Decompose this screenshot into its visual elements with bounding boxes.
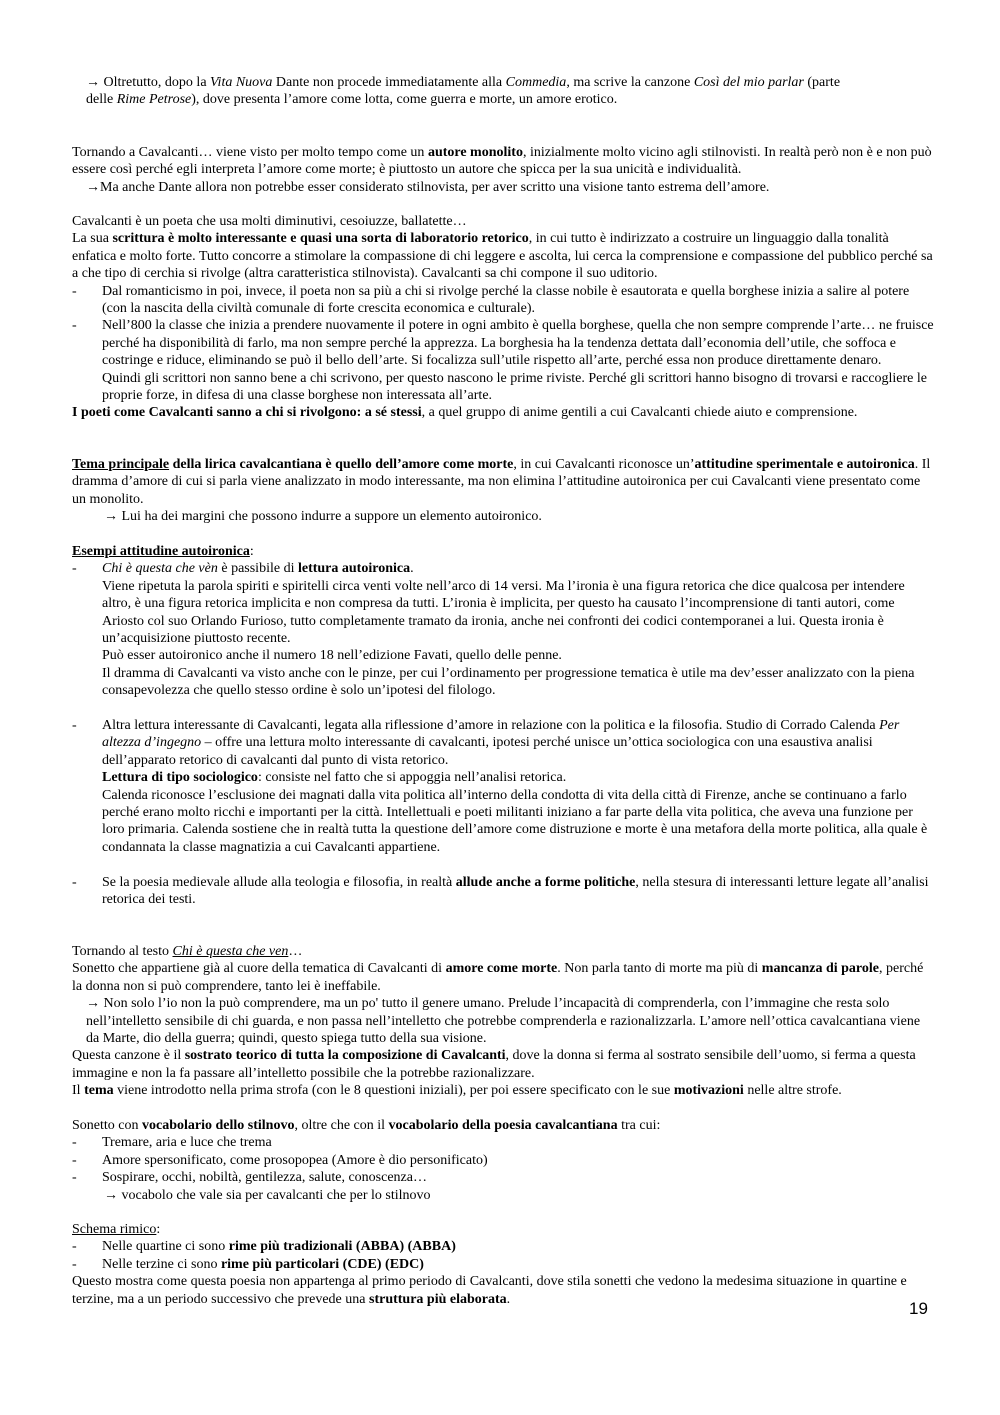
paragraph-cavalcanti-monolito: Tornando a Cavalcanti… viene visto per molto tempo come un autore monolito, inizialmente molto vicino agli stilnovisti. In realtà però non è e non può essere così perché egli interpreta l’amore come morte; è piuttosto un autore che spicca per la sua unicità e individualità. →Ma anche Dante allora non potrebbe esser considerato stilnovista, per aver scritto una visione tanto estrema dell’amore. <box>72 145 932 195</box>
arrow-icon: → <box>104 509 118 525</box>
paragraph-laboratorio-retorico: Cavalcanti è un poeta che usa molti diminutivi, cesoiuzze, ballatette… La sua scrittura è molto interessante e quasi una sorta di laboratorio retorico, in cui tutto è indirizzato a costruire un linguaggio dalla tonalità enfatica e molto forte. Tutto concorre a stimolare la compassione di chi leggere e ascolta, lui cerca la comprensione e compassione del pubblico perché sa a che tipo di cerchia si rivolge (altra caratteristica stilnovista). Cavalcanti sa chi compone il suo uditorio. - Dal romanticismo in poi, invece, il poeta non sa più a chi si rivolge perché la classe nobile è esautorata e quella borghese inizia a salire al potere (con la nascita della civiltà comunale di forte crescita economica e culturale). - Nell’800 la classe che inizia a prendere nuovamente il potere in ogni ambito è quella borghese, quella che non sempre comprende l’arte… ne fruisce perché ha disponibilità di farlo, ma non sempre perché la apprezza. La borghesia ha la tendenza dettata dall’economia dell’utile, che soffoca e costringe e riduce, eliminando se può il bello dell’arte. Si focalizza sull’utile rispetto all’arte, perché essa non produce direttamente denaro. Quindi gli scrittori non sanno bene a chi scrivono, per questo nascono le prime riviste. Perché gli scrittori hanno bisogno di trovarsi e raccogliere le proprie forze, in difesa di una classe borghese non interessata all’arte. I poeti come Cavalcanti sanno a chi si rivolgono: a sé stessi, a quel gruppo di anime gentili a cui Cavalcanti chiede aiuto e comprensione. <box>72 214 934 421</box>
section-tornando-al-testo: Tornando al testo Chi è questa che ven… Sonetto che appartiene già al cuore della tematica di Cavalcanti di amore come morte. Non parla tanto di morte ma più di mancanza di parole, perché la donna non si può comprendere, tanto lei è ineffabile. → Non solo l’io non la può comprendere, ma un po' tutto il genere umano. Prelude l’incapacità di comprenderla, con l’immagine che resta solo nell’intelletto sensibile di chi guarda, e non passa nell’intelletto che potrebbe comprenderla e razionalizzarla. L’amore nell’ottica cavalcantiana viene da Marte, dio della guerra; quindi, questo spiega tutto della sua visione. Questa canzone è il sostrato teorico di tutta la composizione di Cavalcanti, dove la donna si ferma al sostrato sensibile dell’uomo, si ferma a questa immagine e non la fa passare all’intelletto possibile che la potrebbe razionalizzare. Il tema viene introdotto nella prima strofa (con le 8 questioni iniziali), per poi essere specificato con le sue motivazioni nelle altre strofe. <box>72 944 924 1099</box>
arrow-icon: → <box>86 179 100 195</box>
section-schema-rimico: Schema rimico: - Nelle quartine ci sono rime più tradizionali (ABBA) (ABBA) - Nelle terzine ci sono rime più particolari (CDE) (EDC) Questo mostra come questa poesia non appartenga al primo periodo di Cavalcanti, dove stila sonetti che vedono la medesima situazione in quartine e terzine, ma a un periodo successivo che prevede una struttura più elaborata. <box>72 1222 907 1307</box>
arrow-icon: → <box>86 996 100 1012</box>
section-esempi: Esempi attitudine autoironica: - Chi è questa che vèn è passibile di lettura autoironica. Viene ripetuta la parola spiriti e spiritelli circa venti volte nell’arco di 14 versi. Ma l’ironia è una figura retorica che dice qualcosa per intendere altro, è una figura retorica implicita e non compresa da tutti. L’ironia è implicita, per questo ha causato l’incomprensione di tanti autori, come Ariosto col suo Orlando Furioso, tutto completamente tramato da ironia, anche nei confronti dei codici contemporanei a lui. Questa ironia è un’acquisizione piuttosto recente. Può esser autoironico anche il numero 18 nell’edizione Favati, quello delle penne. Il dramma di Cavalcanti va visto anche con le pinze, per cui l’ordinamento per progressione tematica è utile ma dev’esser analizzato con la piena consapevolezza che quello stesso ordine è solo un’ipotesi del filologo. - Altra lettura interessante di Cavalcanti, legata alla riflessione d’amore in relazione con la politica e la filosofia. Studio di Corrado Calenda Per altezza d’ingegno – offre una lettura molto interessante di cavalcanti, ipotesi perché unisce un’ottica sociologica con una esaustiva analisi dell’apparato retorico di cavalcanti dal punto di vista retorico. Lettura di tipo sociologico: consiste nel fatto che si appoggia nell’analisi retorica. Calenda riconosce l’esclusione dei magnati dalla vita politica all’interno della condotta di vita della città di Firenze, anche se continuano a farlo perché erano molto ricchi e importanti per la città. Intellettuali e poeti militanti iniziano a far parte della vita politica, che aveva una funzione per loro primaria. Calenda sostiene che in realtà tutta la questione dell’amore come distruzione e morte è una metafora della morte politica, alla quale è condannata la classe magnatizia a cui Cavalcanti appartiene. - Se la poesia medievale allude alla teologia e filosofia, in realtà allude anche a forme politiche, nella stesura di interessanti letture legate all’analisi retorica dei testi. <box>72 544 929 908</box>
intro-note: → Oltretutto, dopo la Vita Nuova Dante non procede immediatamente alla Commedia, ma scrive la canzone Così del mio parlar (parte delle Rime Petrose), dove presenta l’amore come lotta, come guerra e morte, un amore erotico. <box>86 75 841 108</box>
page-number: 19 <box>909 1299 928 1318</box>
arrow-icon: → <box>104 1187 118 1203</box>
section-vocabolario: Sonetto con vocabolario dello stilnovo, oltre che con il vocabolario della poesia cavalcantiana tra cui: - Tremare, aria e luce che trema - Amore spersonificato, come prosopopea (Amore è dio personificato) - Sospirare, occhi, nobiltà, gentilezza, salute, conoscenza… → vocabolo che vale sia per cavalcanti che per lo stilnovo <box>72 1118 661 1203</box>
arrow-icon: → <box>86 75 100 90</box>
paragraph-tema-principale: Tema principale della lirica cavalcantiana è quello dell’amore come morte, in cui Cavalcanti riconosce un’attitudine sperimentale e autoironica. Il dramma d’amore di cui si parla viene analizzato in modo interessante, ma non elimina l’attitudine autoironica per cui Cavalcanti viene presentato come un monolito. → Lui ha dei margini che possono indurre a suppore un elemento autoironico. <box>72 457 931 525</box>
